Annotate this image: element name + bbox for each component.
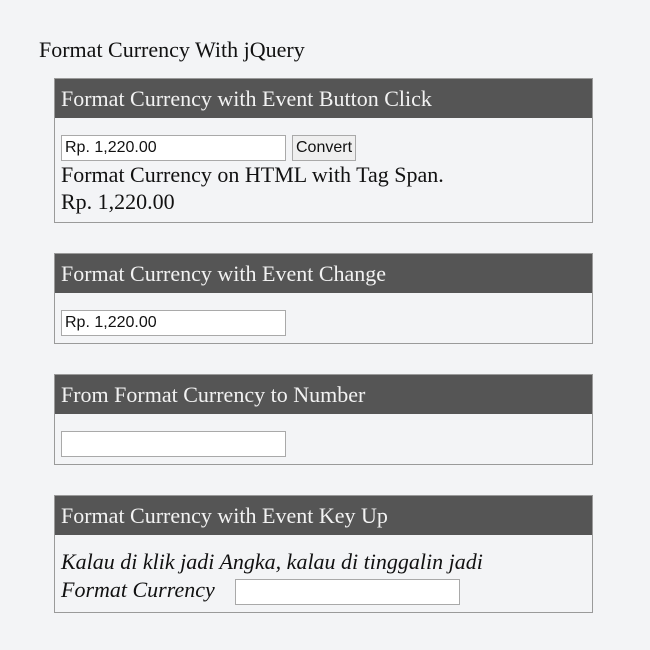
convert-button[interactable]: Convert [292, 135, 356, 161]
currency-input-keyup[interactable] [235, 579, 460, 605]
span-caption: Format Currency on HTML with Tag Span. [61, 162, 444, 187]
panel-event-change [54, 253, 593, 344]
panel-body [55, 535, 592, 612]
page-title: Format Currency With jQuery [39, 37, 305, 62]
currency-input-change[interactable] [61, 310, 286, 336]
panel-body [55, 118, 592, 222]
keyup-description-line2: Format Currency [61, 577, 215, 602]
panel-header: Format Currency with Event Change [55, 254, 592, 293]
panel-currency-to-number [54, 374, 593, 465]
panel-event-keyup [54, 495, 593, 613]
panel-header: Format Currency with Event Key Up [55, 496, 592, 535]
keyup-description-line1: Kalau di klik jadi Angka, kalau di tinggalin jadi [61, 549, 483, 574]
currency-input-click[interactable] [61, 135, 286, 161]
formatted-span-value: Rp. 1,220.00 [61, 189, 175, 214]
panel-body [55, 293, 592, 343]
number-input[interactable] [61, 431, 286, 457]
panel-header: From Format Currency to Number [55, 375, 592, 414]
panel-button-click [54, 78, 593, 223]
panel-body [55, 414, 592, 464]
panel-header: Format Currency with Event Button Click [55, 79, 592, 118]
